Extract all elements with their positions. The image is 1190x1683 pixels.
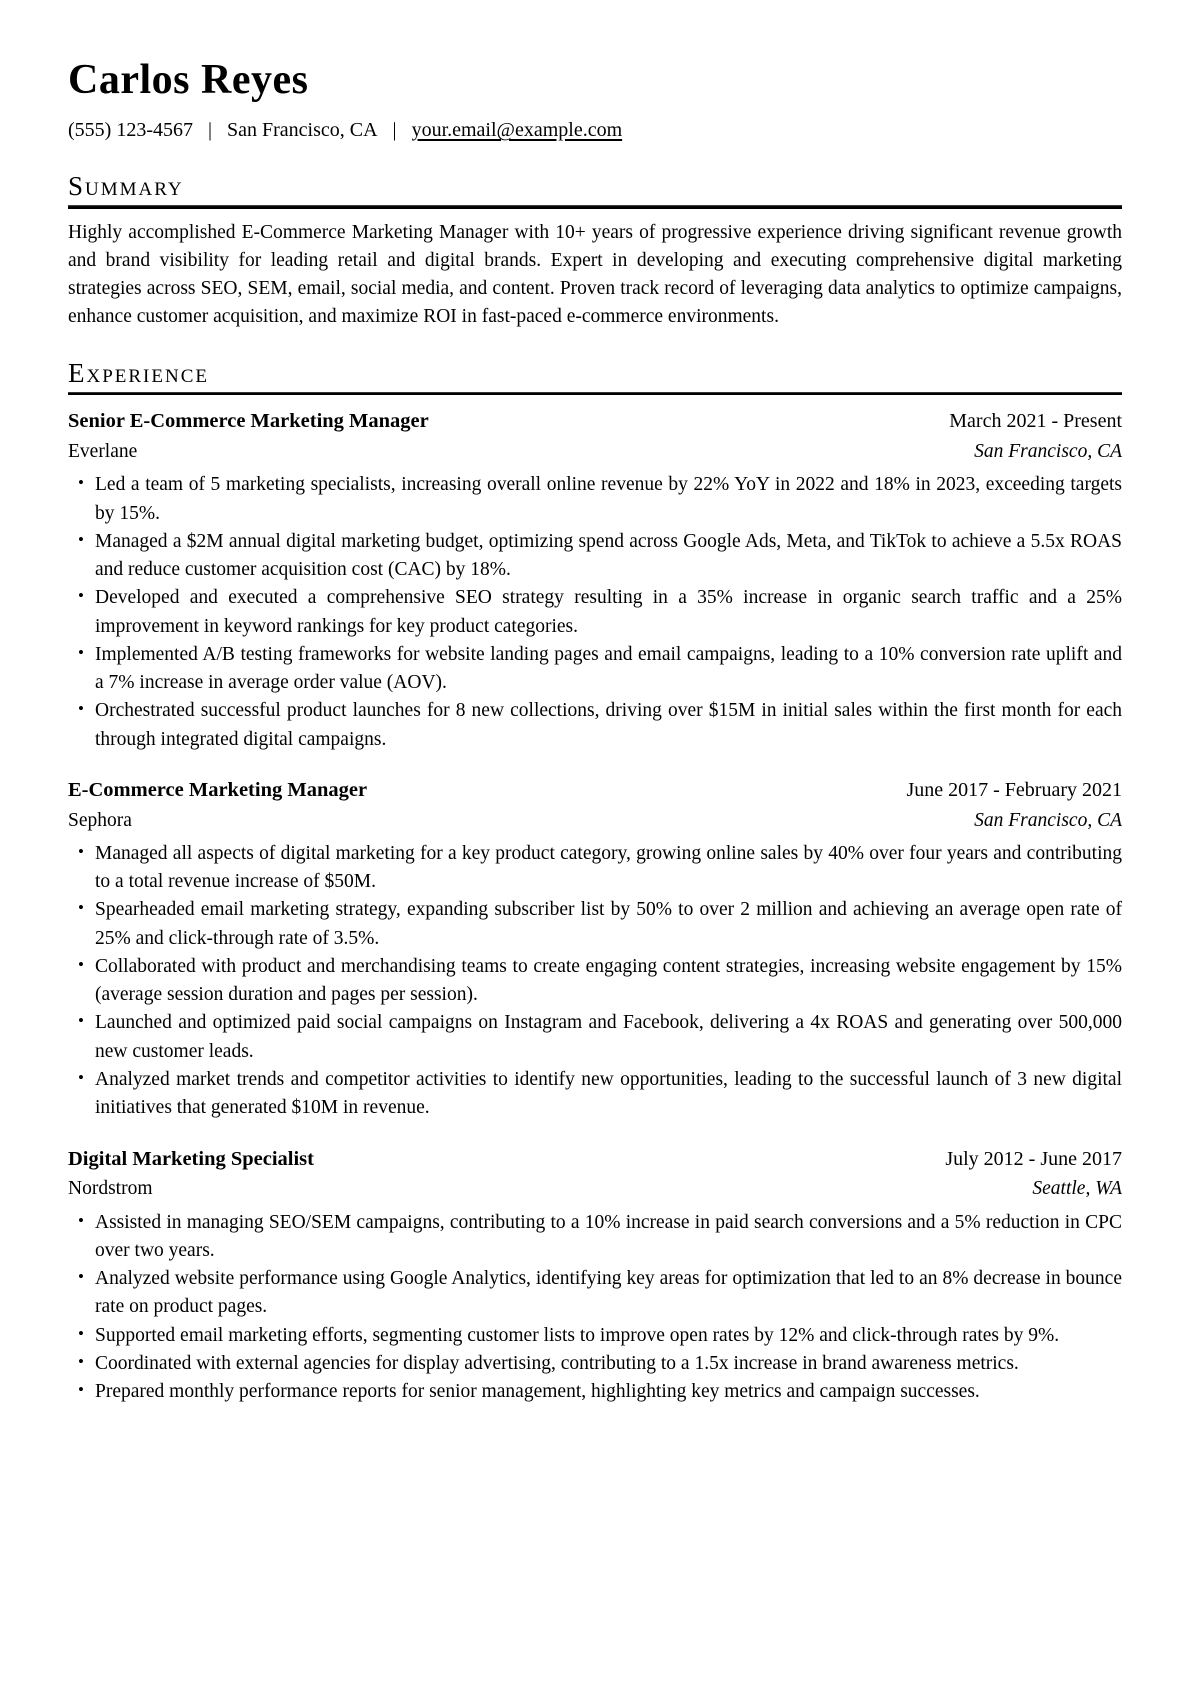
job-bullet: • Supported email marketing efforts, segmenting customer lists to improve open rates by 12% and click-through rates by 9%. (68, 1322, 1122, 1350)
job-bullet: • Coordinated with external agencies for display advertising, contributing to a 1.5x increase in brand awareness metrics. (68, 1350, 1122, 1378)
summary-heading: Summary (68, 171, 184, 202)
job-bullet: • Managed all aspects of digital marketing for a key product category, growing online sales by 40% over four years and contributing to a total revenue increase of $50M. (68, 840, 1122, 897)
job-bullet: • Launched and optimized paid social campaigns on Instagram and Facebook, delivering a 4x ROAS and generating over 500,000 new customer leads. (68, 1009, 1122, 1066)
summary-text: Highly accomplished E-Commerce Marketing Manager with 10+ years of progressive experience driving significant revenue growth and brand visibility for leading retail and digital brands. Expert in developing and executing comprehensive digital marketing strategies across SEO, SEM, email, social media, and content. Proven track record of leveraging data analytics to optimize campaigns, enhance customer acquisition, and maximize ROI in fast-paced e-commerce environments. (68, 221, 1122, 328)
summary-section (68, 171, 1122, 332)
job-location: San Francisco, CA (974, 440, 1122, 462)
job-bullet: • Managed a $2M annual digital marketing budget, optimizing spend across Google Ads, Meta, and TikTok to achieve a 5.5x ROAS and reduce customer acquisition cost (CAC) by 18%. (68, 528, 1122, 585)
job-bullet: • Prepared monthly performance reports for senior management, highlighting key metrics and campaign successes. (68, 1378, 1122, 1406)
job-bullet: • Analyzed website performance using Google Analytics, identifying key areas for optimization that led to an 8% decrease in bounce rate on product pages. (68, 1265, 1122, 1322)
job-title: Senior E-Commerce Marketing Manager (68, 410, 429, 433)
job-title-row (68, 776, 1122, 806)
job-bullet: • Collaborated with product and merchandising teams to create engaging content strategies, increasing website engagement by 15% (average session duration and pages per session). (68, 953, 1122, 1010)
experience-heading: Experience (68, 357, 209, 388)
contact-line (68, 116, 1122, 145)
job-company: Nordstrom (68, 1178, 153, 1200)
phone-number: (555) 123-4567 (68, 119, 193, 142)
job-dates: June 2017 - February 2021 (906, 778, 1122, 801)
job-company: Sephora (68, 809, 132, 831)
job-company-row (68, 807, 1122, 835)
resume-header (68, 58, 1122, 145)
job-bullet-list (68, 1209, 1122, 1407)
job-title-row (68, 1145, 1122, 1175)
job-bullet: • Analyzed market trends and competitor activities to identify new opportunities, leading to the successful launch of 3 new digital initiatives that generated $10M in revenue. (68, 1066, 1122, 1123)
contact-separator: | (392, 119, 397, 142)
job-bullet: • Implemented A/B testing frameworks for website landing pages and email campaigns, leading to a 10% conversion rate uplift and a 7% increase in average order value (AOV). (68, 641, 1122, 698)
section-rule (68, 392, 1122, 396)
job-title: E-Commerce Marketing Manager (68, 778, 368, 801)
candidate-name: Carlos Reyes (68, 57, 309, 103)
email-link[interactable]: your.email@example.com (411, 119, 623, 142)
contact-separator: | (207, 119, 212, 142)
job-dates: July 2012 - June 2017 (945, 1147, 1122, 1170)
job-entry-sephora (68, 776, 1122, 1123)
job-title: Digital Marketing Specialist (68, 1147, 314, 1170)
location-text: San Francisco, CA (227, 119, 378, 142)
job-entry-nordstrom (68, 1145, 1122, 1407)
job-bullet: • Assisted in managing SEO/SEM campaigns, contributing to a 10% increase in paid search conversions and a 5% reduction in CPC over two years. (68, 1209, 1122, 1266)
job-title-row (68, 407, 1122, 437)
section-rule (68, 205, 1122, 209)
job-bullet-list (68, 840, 1122, 1123)
job-company-row (68, 438, 1122, 466)
job-entry-everlane (68, 407, 1122, 754)
experience-section (68, 358, 1122, 1407)
job-company-row (68, 1175, 1122, 1203)
job-dates: March 2021 - Present (949, 410, 1122, 433)
job-bullet: • Developed and executed a comprehensive SEO strategy resulting in a 35% increase in organic search traffic and a 25% improvement in keyword rankings for key product categories. (68, 584, 1122, 641)
job-location: San Francisco, CA (974, 809, 1122, 831)
job-bullet-list (68, 471, 1122, 754)
job-location: Seattle, WA (1032, 1178, 1122, 1200)
job-bullet: • Spearheaded email marketing strategy, expanding subscriber list by 50% to over 2 million and achieving an average open rate of 25% and click-through rate of 3.5%. (68, 896, 1122, 953)
job-company: Everlane (68, 440, 138, 462)
job-bullet: • Led a team of 5 marketing specialists, increasing overall online revenue by 22% YoY in 2022 and 18% in 2023, exceeding targets by 15%. (68, 471, 1122, 528)
job-bullet: • Orchestrated successful product launches for 8 new collections, driving over $15M in initial sales within the first month for each through integrated digital campaigns. (68, 697, 1122, 754)
